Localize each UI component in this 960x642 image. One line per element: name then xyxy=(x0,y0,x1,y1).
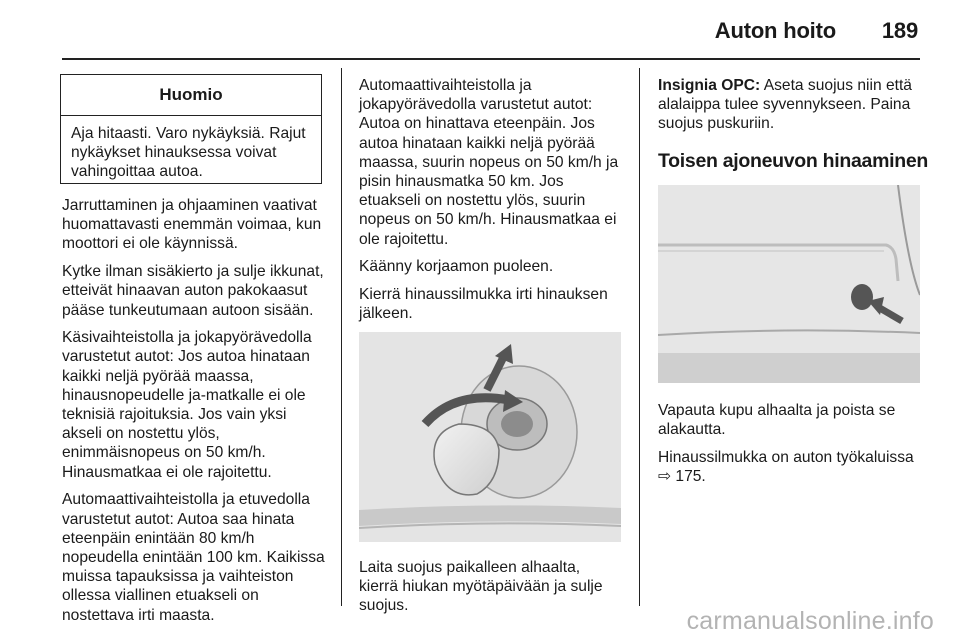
opc-text: Aseta suojus niin että alalaippa tulee syvennykseen. Paina suojus puskuriin. xyxy=(658,77,912,133)
paragraph: Jarruttaminen ja ohjaaminen vaativat huomattavasti enemmän voimaa, kun moottori ei ole käynnissä. xyxy=(62,197,322,253)
column-divider xyxy=(639,68,640,606)
page-reference-icon: ⇨ xyxy=(658,467,672,485)
page-title: Auton hoito xyxy=(714,18,836,43)
column-right xyxy=(658,76,928,495)
paragraph: Kierrä hinaussilmukka irti hinauksen jälkeen. xyxy=(359,286,608,323)
paragraph xyxy=(658,76,922,134)
paragraph: Vapauta kupu alhaalta ja poista se alakautta. xyxy=(658,401,896,439)
paragraph: Kytke ilman sisäkierto ja sulje ikkunat, etteivät hinaavan auton pakokaasut pääse tunkeutumaan autoon sisään. xyxy=(62,263,324,319)
watermark: carmanualsonline.info xyxy=(686,607,934,635)
paragraph-text: Hinaussilmukka on auton työkaluissa xyxy=(658,448,914,466)
paragraph: Laita suojus paikalleen alhaalta, kierrä hiukan myötäpäivään ja sulje suojus. xyxy=(359,558,603,615)
paragraph: Käsivaihteistolla ja jokapyörävedolla varustetut autot: Jos autoa hinataan kaikki neljä pyörää maassa, hinausnopeudelle ja-matkalle ei ole teknisiä rajoituksia. Jos vain yksi akseli on nostettu ylös, enimmäisnopeus on 50 km/h. Hinausmatkaa ei ole rajoitettu. xyxy=(62,329,312,481)
page-reference: 175. xyxy=(671,467,706,485)
column-middle xyxy=(359,76,623,624)
header-rule xyxy=(62,58,920,60)
paragraph: Automaattivaihteistolla ja jokapyörävedolla varustetut autot: Autoa on hinattava eteenpäin. Jos autoa hinataan kaikki neljä pyörää maassa, suurin nopeus on 50 km/h ja pisin hinausmatka 50 km. Jos etuakseli on nostettu ylös, suurin nopeus on 50 km/h. Hinausmatkaa ei ole rajoitettu. xyxy=(359,77,619,248)
column-left xyxy=(62,196,327,633)
notice-box xyxy=(60,74,322,184)
notice-title: Huomio xyxy=(61,75,321,116)
rear-bumper-illustration xyxy=(658,185,920,383)
notice-text: Aja hitaasti. Varo nykäyksiä. Rajut nykäykset hinauksessa voivat vahingoittaa autoa. xyxy=(71,125,306,181)
page-number: 189 xyxy=(881,18,918,43)
paragraph xyxy=(658,448,922,486)
section-heading: Toisen ajoneuvon hinaaminen xyxy=(658,149,928,172)
column-divider xyxy=(341,68,342,606)
opc-label: Insignia OPC: xyxy=(658,77,761,94)
towing-eye-cover-illustration xyxy=(359,332,621,542)
page-header xyxy=(715,18,918,44)
paragraph: Automaattivaihteistolla ja etuvedolla varustetut autot: Autoa saa hinata eteenpäin enintään 80 km/h nopeudella enintään 100 km. Kaikissa muissa tapauksissa ja vaihteiston ollessa viallinen etuakseli on nostettava irti maasta. xyxy=(62,491,325,624)
paragraph: Käänny korjaamon puoleen. xyxy=(359,258,554,276)
